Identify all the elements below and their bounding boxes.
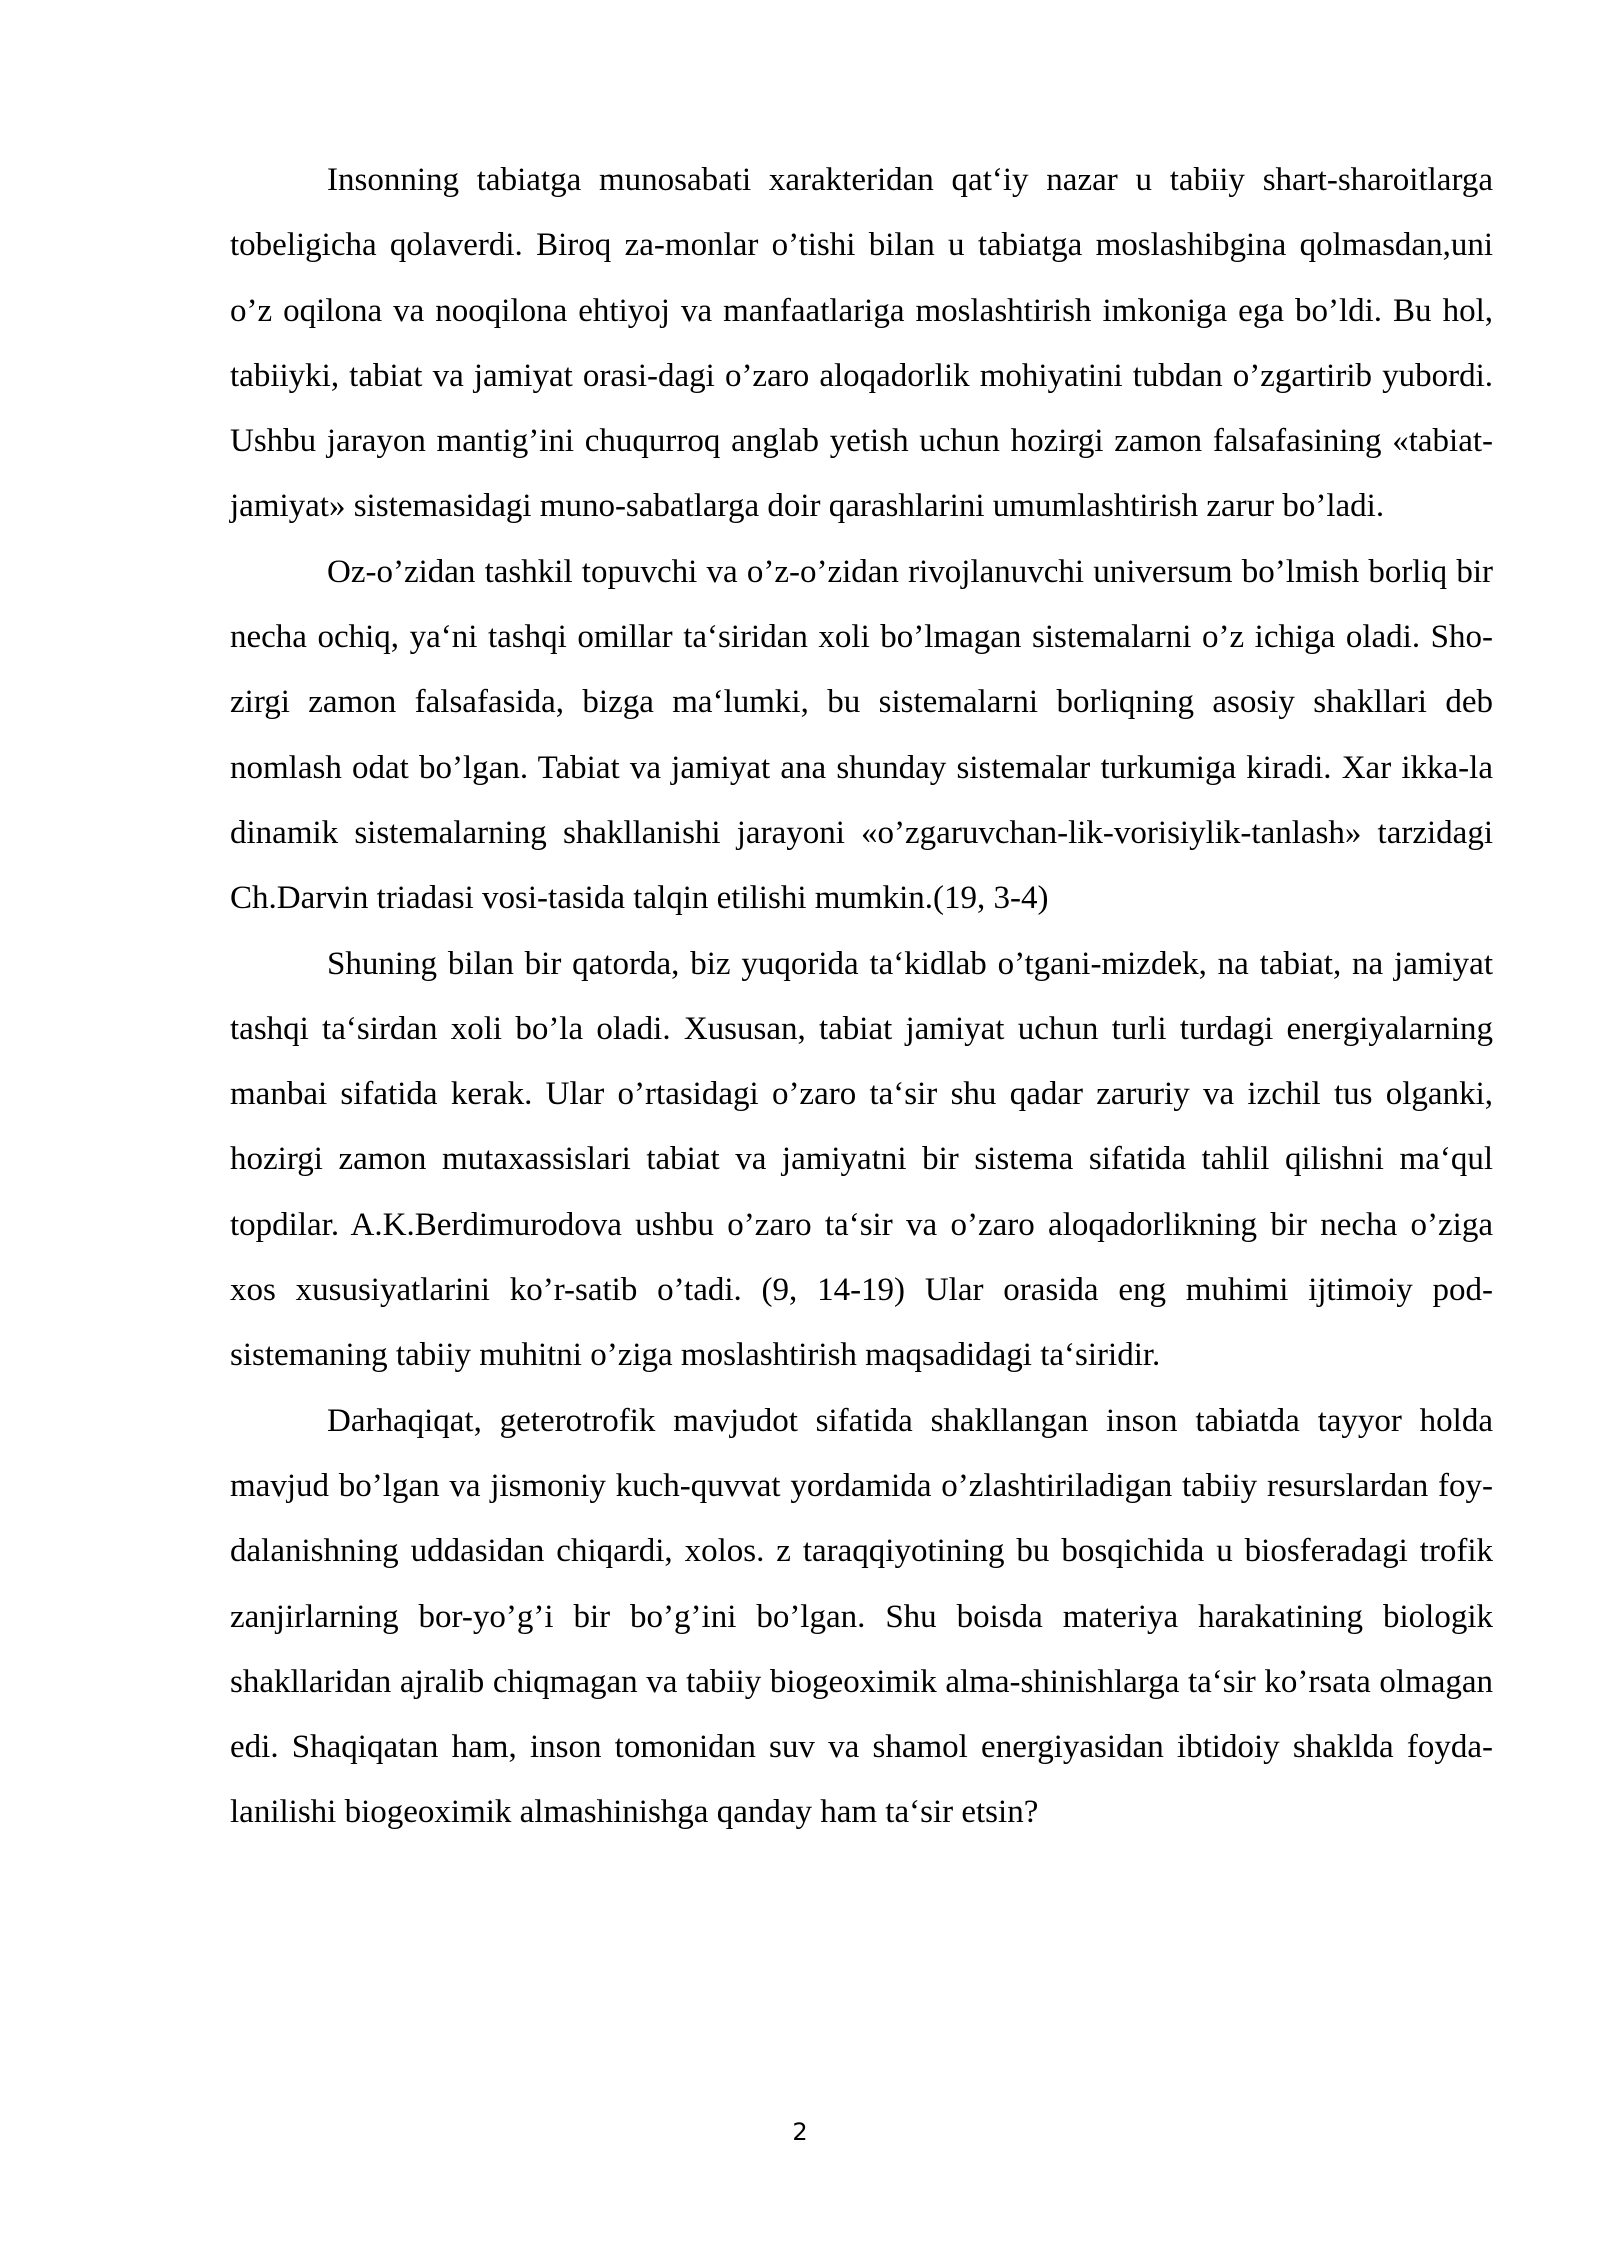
page-body-text [230, 148, 1493, 1846]
paragraph-2: Oz-o’zidan tashkil topuvchi va o’z-o’zidan rivojlanuvchi universum bo’lmish borliq bir necha ochiq, ya‘ni tashqi omillar ta‘siridan xoli bo’lmagan sistemalarni o’z ichiga oladi. Sho-zirgi zamon falsafasida, bizga ma‘lumki, bu sistemalarni borliqning asosiy shakllari deb nomlash odat bo’lgan. Tabiat va jamiyat ana shunday sistemalar turkumiga kiradi. Xar ikka-la dinamik sistemalarning shakllanishi jarayoni «o’zgaruvchan-lik-vorisiylik-tanlash» tarzidagi Ch.Darvin triadasi vosi-tasida talqin etilishi mumkin.(19, 3-4) [230, 553, 1493, 917]
paragraph-3: Shuning bilan bir qatorda, biz yuqorida ta‘kidlab o’tgani-mizdek, na tabiat, na jamiyat tashqi ta‘sirdan xoli bo’la oladi. Xususan, tabiat jamiyat uchun turli turdagi energiyalarning manbai sifatida kerak. Ular o’rtasidagi o’zaro ta‘sir shu qadar zaruriy va izchil tus olganki, hozirgi zamon mutaxassislari tabiat va jamiyatni bir sistema sifatida tahlil qilishni ma‘qul topdilar. A.K.Berdimurodova ushbu o’zaro ta‘sir va o’zaro aloqadorlikning bir necha o’ziga xos xususiyatlarini ko’r-satib o’tadi. (9, 14-19) Ular orasida eng muhimi ijtimoiy pod-sistemaning tabiiy muhitni o’ziga moslashtirish maqsadidagi ta‘siridir. [230, 945, 1493, 1374]
paragraph-1: Insonning tabiatga munosabati xarakteridan qat‘iy nazar u tabiiy shart-sharoitlarga tobeligicha qolaverdi. Biroq za-monlar o’tishi bilan u tabiatga moslashibgina qolmasdan,uni o’z oqilona va nooqilona ehtiyoj va manfaatlariga moslashtirish imkoniga ega bo’ldi. Bu hol, tabiiyki, tabiat va jamiyat orasi-dagi o’zaro aloqadorlik mohiyatini tubdan o’zgartirib yubordi. Ushbu jarayon mantig’ini chuqurroq anglab yetish uchun hozirgi zamon falsafasining «tabiat-jamiyat» sistemasidagi muno-sabatlarga doir qarashlarini umumlashtirish zarur bo’ladi. [230, 162, 1493, 525]
page-number: 2 [792, 2118, 808, 2146]
paragraph-4: Darhaqiqat, geterotrofik mavjudot sifatida shakllangan inson tabiatda tayyor holda mavjud bo’lgan va jismoniy kuch-quvvat yordamida o’zlashtiriladigan tabiiy resurslardan foy-dalanishning uddasidan chiqardi, xolos. z taraqqiyotining bu bosqichida u biosferadagi trofik zanjirlarning bor-yo’g’i bir bo’g’ini bo’lgan. Shu boisda materiya harakatining biologik shakllaridan ajralib chiqmagan va tabiiy biogeoximik alma-shinishlarga ta‘sir ko’rsata olmagan edi. Shaqiqatan ham, inson tomonidan suv va shamol energiyasidan ibtidoiy shaklda foyda-lanilishi biogeoximik almashinishga qanday ham ta‘sir etsin? [230, 1402, 1493, 1831]
